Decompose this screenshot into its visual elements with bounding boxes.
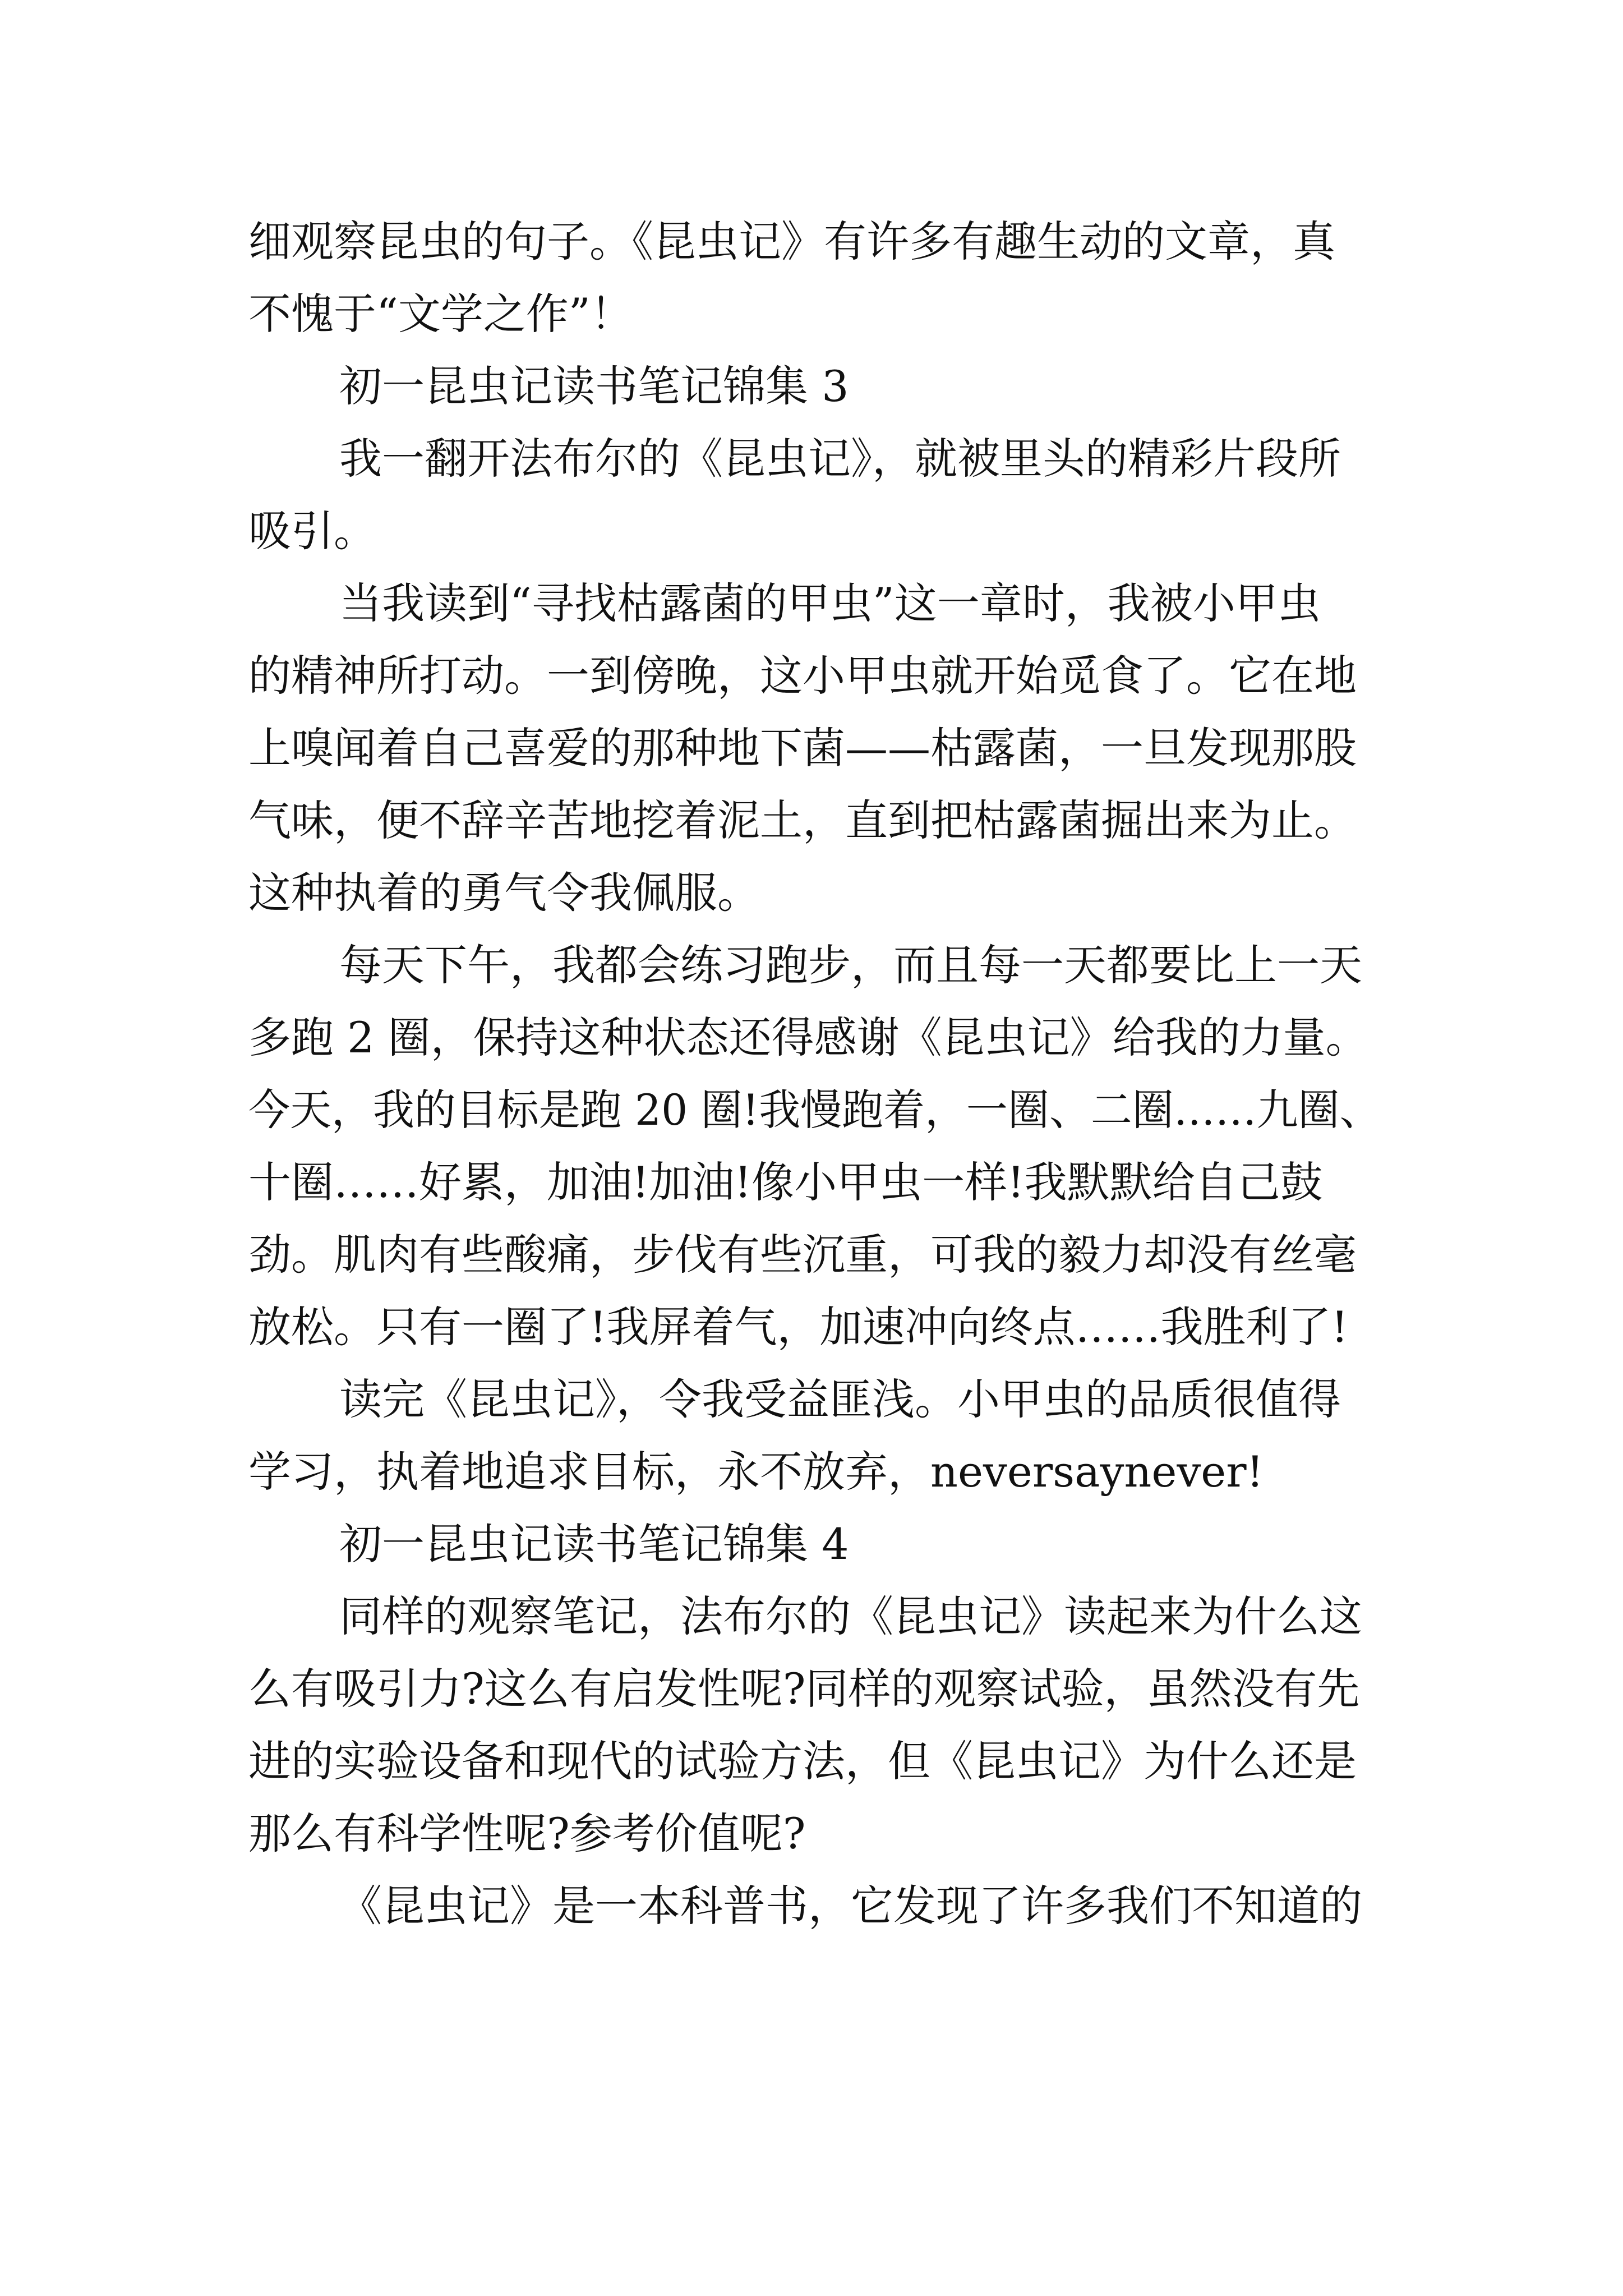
paragraph-line: 气味，便不辞辛苦地挖着泥土，直到把枯露菌掘出来为止。 — [248, 795, 1357, 845]
paragraph-line: 今天，我的目标是跑 20 圈!我慢跑着，一圈、二圈……九圈、 — [248, 1085, 1381, 1135]
paragraph-first-line: 读完《昆虫记》，令我受益匪浅。小甲虫的品质很值得 — [339, 1374, 1341, 1424]
paragraph-first-line: 我一翻开法布尔的《昆虫记》，就被里头的精彩片段所 — [339, 434, 1341, 484]
paragraph-first-line: 每天下午，我都会练习跑步，而且每一天都要比上一天 — [339, 940, 1362, 990]
paragraph-line: 上嗅闻着自己喜爱的那种地下菌——枯露菌，一旦发现那股 — [248, 723, 1357, 773]
paragraph-line: 进的实验设备和现代的试验方法，但《昆虫记》为什么还是 — [248, 1736, 1357, 1786]
paragraph-first-line: 同样的观察笔记，法布尔的《昆虫记》读起来为什么这 — [339, 1591, 1362, 1641]
paragraph-first-line: 初一昆虫记读书笔记锦集 4 — [339, 1519, 849, 1569]
paragraph-line: 多跑 2 圈，保持这种状态还得感谢《昆虫记》给我的力量。 — [248, 1013, 1368, 1062]
paragraph-line: 吸引。 — [248, 506, 376, 556]
paragraph-line: 这种执着的勇气令我佩服。 — [248, 868, 760, 918]
paragraph-line: 细观察昆虫的句子。《昆虫记》有许多有趣生动的文章，真 — [248, 217, 1335, 266]
paragraph-line: 不愧于“文学之作”！ — [248, 289, 633, 339]
paragraph-line: 的精神所打动。一到傍晚，这小甲虫就开始觅食了。它在地 — [248, 651, 1357, 701]
document-body — [248, 205, 1381, 1942]
paragraph-line: 么有吸引力?这么有启发性呢?同样的观察试验，虽然没有先 — [248, 1664, 1360, 1714]
paragraph-line: 那么有科学性呢?参考价值呢? — [248, 1809, 806, 1858]
paragraph-first-line: 当我读到“寻找枯露菌的甲虫”这一章时，我被小甲虫 — [339, 578, 1321, 628]
paragraph-line: 十圈……好累，加油!加油!像小甲虫一样!我默默给自己鼓 — [248, 1157, 1323, 1207]
paragraph-line: 劲。肌肉有些酸痛，步伐有些沉重，可我的毅力却没有丝毫 — [248, 1230, 1357, 1280]
paragraph-first-line: 《昆虫记》是一本科普书，它发现了许多我们不知道的 — [339, 1881, 1362, 1931]
paragraph-line: 学习，执着地追求目标，永不放弃，neversaynever! — [248, 1447, 1264, 1497]
paragraph-line: 放松。只有一圈了!我屏着气，加速冲向终点……我胜利了! — [248, 1302, 1349, 1352]
paragraph-first-line: 初一昆虫记读书笔记锦集 3 — [339, 361, 849, 411]
